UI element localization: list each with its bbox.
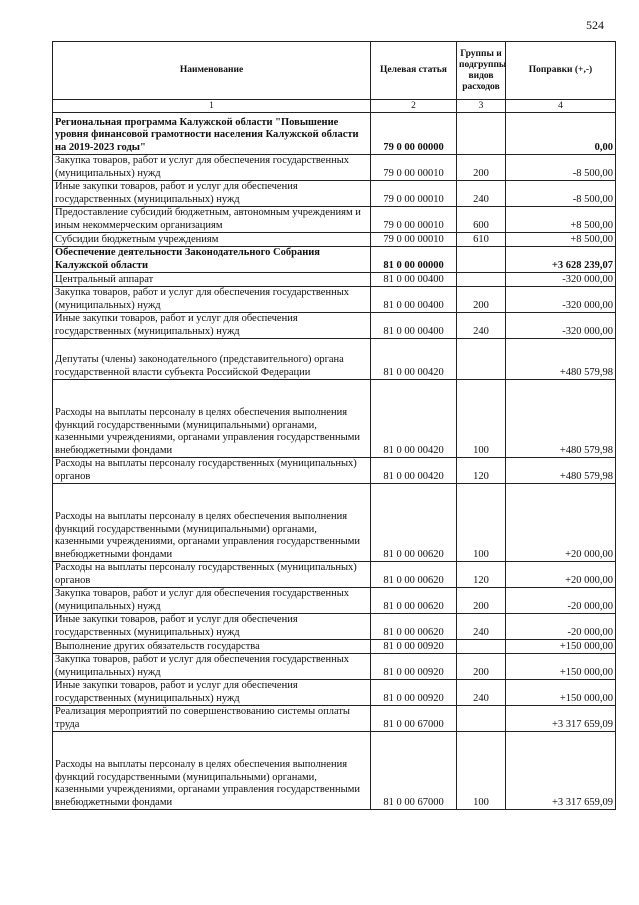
row-amount-cell: +480 579,98 bbox=[506, 458, 616, 484]
row-article-cell: 81 0 00 00620 bbox=[371, 614, 457, 640]
row-name-cell: Выполнение других обязательств государства bbox=[53, 640, 371, 654]
row-name-cell: Иные закупки товаров, работ и услуг для обеспечения государственных (муниципальных) нужд bbox=[53, 313, 371, 339]
row-name-cell: Депутаты (члены) законодательного (представительного) органа государственной власти субъекта Российской Федерации bbox=[53, 339, 371, 380]
row-article-cell: 81 0 00 00620 bbox=[371, 562, 457, 588]
table-row bbox=[53, 640, 616, 654]
table-row bbox=[53, 732, 616, 810]
row-name-cell: Расходы на выплаты персоналу в целях обеспечения выполнения функций государственными (муниципальными) органами, казенными учреждениями, органами управления государственными внебюджетными фондами bbox=[53, 732, 371, 810]
row-amount-cell: -8 500,00 bbox=[506, 181, 616, 207]
table-row bbox=[53, 562, 616, 588]
row-amount-cell: +480 579,98 bbox=[506, 380, 616, 458]
row-amount-cell: -320 000,00 bbox=[506, 273, 616, 287]
row-name-cell: Иные закупки товаров, работ и услуг для обеспечения государственных (муниципальных) нужд bbox=[53, 680, 371, 706]
table-row bbox=[53, 181, 616, 207]
row-name-cell: Предоставление субсидий бюджетным, автономным учреждениям и иным некоммерческим организациям bbox=[53, 207, 371, 233]
row-article-cell: 81 0 00 00420 bbox=[371, 339, 457, 380]
row-article-cell: 81 0 00 00400 bbox=[371, 313, 457, 339]
table-row bbox=[53, 313, 616, 339]
row-name-cell: Обеспечение деятельности Законодательного Собрания Калужской области bbox=[53, 247, 371, 273]
table-row bbox=[53, 614, 616, 640]
row-group-cell bbox=[457, 247, 506, 273]
header-group: Группы и подгруппы видов расходов bbox=[457, 42, 506, 100]
row-name-cell: Закупка товаров, работ и услуг для обеспечения государственных (муниципальных) нужд bbox=[53, 287, 371, 313]
budget-amendments-table bbox=[52, 41, 616, 810]
table-row bbox=[53, 273, 616, 287]
row-name-cell: Расходы на выплаты персоналу государственных (муниципальных) органов bbox=[53, 458, 371, 484]
row-name-cell: Расходы на выплаты персоналу в целях обеспечения выполнения функций государственными (муниципальными) органами, казенными учреждениями, органами управления государственными внебюджетными фондами bbox=[53, 380, 371, 458]
row-name-cell: Реализация мероприятий по совершенствованию системы оплаты труда bbox=[53, 706, 371, 732]
row-group-cell: 200 bbox=[457, 155, 506, 181]
row-article-cell: 79 0 00 00010 bbox=[371, 207, 457, 233]
row-amount-cell: +3 317 659,09 bbox=[506, 732, 616, 810]
row-amount-cell: +3 628 239,07 bbox=[506, 247, 616, 273]
row-group-cell: 100 bbox=[457, 380, 506, 458]
table-row bbox=[53, 706, 616, 732]
row-name-cell: Закупка товаров, работ и услуг для обеспечения государственных (муниципальных) нужд bbox=[53, 155, 371, 181]
row-name-cell: Закупка товаров, работ и услуг для обеспечения государственных (муниципальных) нужд bbox=[53, 588, 371, 614]
column-number: 1 bbox=[53, 100, 371, 113]
row-article-cell: 81 0 00 00620 bbox=[371, 588, 457, 614]
row-group-cell: 120 bbox=[457, 562, 506, 588]
row-amount-cell: +8 500,00 bbox=[506, 207, 616, 233]
table-row bbox=[53, 207, 616, 233]
row-article-cell: 81 0 00 00420 bbox=[371, 458, 457, 484]
table-row bbox=[53, 339, 616, 380]
row-amount-cell: +20 000,00 bbox=[506, 562, 616, 588]
row-name-cell: Закупка товаров, работ и услуг для обеспечения государственных (муниципальных) нужд bbox=[53, 654, 371, 680]
table-row bbox=[53, 680, 616, 706]
row-group-cell bbox=[457, 113, 506, 155]
row-article-cell: 81 0 00 00000 bbox=[371, 247, 457, 273]
table-body bbox=[53, 113, 616, 810]
row-group-cell bbox=[457, 706, 506, 732]
row-group-cell bbox=[457, 640, 506, 654]
row-amount-cell: -20 000,00 bbox=[506, 614, 616, 640]
row-name-cell: Субсидии бюджетным учреждениям bbox=[53, 233, 371, 247]
row-article-cell: 79 0 00 00010 bbox=[371, 181, 457, 207]
row-group-cell bbox=[457, 273, 506, 287]
row-group-cell: 100 bbox=[457, 732, 506, 810]
row-article-cell: 79 0 00 00000 bbox=[371, 113, 457, 155]
row-group-cell: 120 bbox=[457, 458, 506, 484]
row-amount-cell: 0,00 bbox=[506, 113, 616, 155]
row-article-cell: 79 0 00 00010 bbox=[371, 155, 457, 181]
row-article-cell: 81 0 00 00400 bbox=[371, 287, 457, 313]
row-amount-cell: +150 000,00 bbox=[506, 640, 616, 654]
row-article-cell: 79 0 00 00010 bbox=[371, 233, 457, 247]
row-group-cell: 610 bbox=[457, 233, 506, 247]
row-amount-cell: -8 500,00 bbox=[506, 155, 616, 181]
table-row bbox=[53, 484, 616, 562]
table-row bbox=[53, 113, 616, 155]
row-name-cell: Центральный аппарат bbox=[53, 273, 371, 287]
row-amount-cell: +3 317 659,09 bbox=[506, 706, 616, 732]
table-row bbox=[53, 233, 616, 247]
table-row bbox=[53, 247, 616, 273]
row-group-cell bbox=[457, 339, 506, 380]
table-row bbox=[53, 287, 616, 313]
row-article-cell: 81 0 00 00920 bbox=[371, 640, 457, 654]
page-number: 524 bbox=[586, 18, 604, 32]
table-row bbox=[53, 380, 616, 458]
row-group-cell: 240 bbox=[457, 313, 506, 339]
table-row bbox=[53, 155, 616, 181]
row-article-cell: 81 0 00 00920 bbox=[371, 654, 457, 680]
table-row bbox=[53, 588, 616, 614]
row-group-cell: 600 bbox=[457, 207, 506, 233]
table-row bbox=[53, 458, 616, 484]
row-amount-cell: +150 000,00 bbox=[506, 654, 616, 680]
row-name-cell: Иные закупки товаров, работ и услуг для обеспечения государственных (муниципальных) нужд bbox=[53, 614, 371, 640]
row-name-cell: Расходы на выплаты персоналу в целях обеспечения выполнения функций государственными (муниципальными) органами, казенными учреждениями, органами управления государственными внебюджетными фондами bbox=[53, 484, 371, 562]
row-amount-cell: +8 500,00 bbox=[506, 233, 616, 247]
column-number: 2 bbox=[371, 100, 457, 113]
row-amount-cell: -320 000,00 bbox=[506, 313, 616, 339]
row-amount-cell: -20 000,00 bbox=[506, 588, 616, 614]
row-group-cell: 200 bbox=[457, 287, 506, 313]
row-amount-cell: -320 000,00 bbox=[506, 287, 616, 313]
row-article-cell: 81 0 00 67000 bbox=[371, 732, 457, 810]
table-header-row bbox=[53, 42, 616, 100]
row-group-cell: 240 bbox=[457, 680, 506, 706]
header-name: Наименование bbox=[53, 42, 371, 100]
row-name-cell: Иные закупки товаров, работ и услуг для обеспечения государственных (муниципальных) нужд bbox=[53, 181, 371, 207]
table-row bbox=[53, 654, 616, 680]
row-article-cell: 81 0 00 00420 bbox=[371, 380, 457, 458]
row-amount-cell: +20 000,00 bbox=[506, 484, 616, 562]
row-article-cell: 81 0 00 00620 bbox=[371, 484, 457, 562]
row-article-cell: 81 0 00 67000 bbox=[371, 706, 457, 732]
column-number-row bbox=[53, 100, 616, 113]
row-name-cell: Региональная программа Калужской области "Повышение уровня финансовой грамотности населения Калужской области на 2019-2023 годы" bbox=[53, 113, 371, 155]
row-group-cell: 100 bbox=[457, 484, 506, 562]
row-article-cell: 81 0 00 00920 bbox=[371, 680, 457, 706]
row-group-cell: 240 bbox=[457, 614, 506, 640]
row-amount-cell: +150 000,00 bbox=[506, 680, 616, 706]
column-number: 4 bbox=[506, 100, 616, 113]
header-article: Целевая статья bbox=[371, 42, 457, 100]
header-amount: Поправки (+,-) bbox=[506, 42, 616, 100]
row-group-cell: 200 bbox=[457, 588, 506, 614]
row-amount-cell: +480 579,98 bbox=[506, 339, 616, 380]
row-article-cell: 81 0 00 00400 bbox=[371, 273, 457, 287]
row-group-cell: 240 bbox=[457, 181, 506, 207]
row-name-cell: Расходы на выплаты персоналу государственных (муниципальных) органов bbox=[53, 562, 371, 588]
row-group-cell: 200 bbox=[457, 654, 506, 680]
column-number: 3 bbox=[457, 100, 506, 113]
